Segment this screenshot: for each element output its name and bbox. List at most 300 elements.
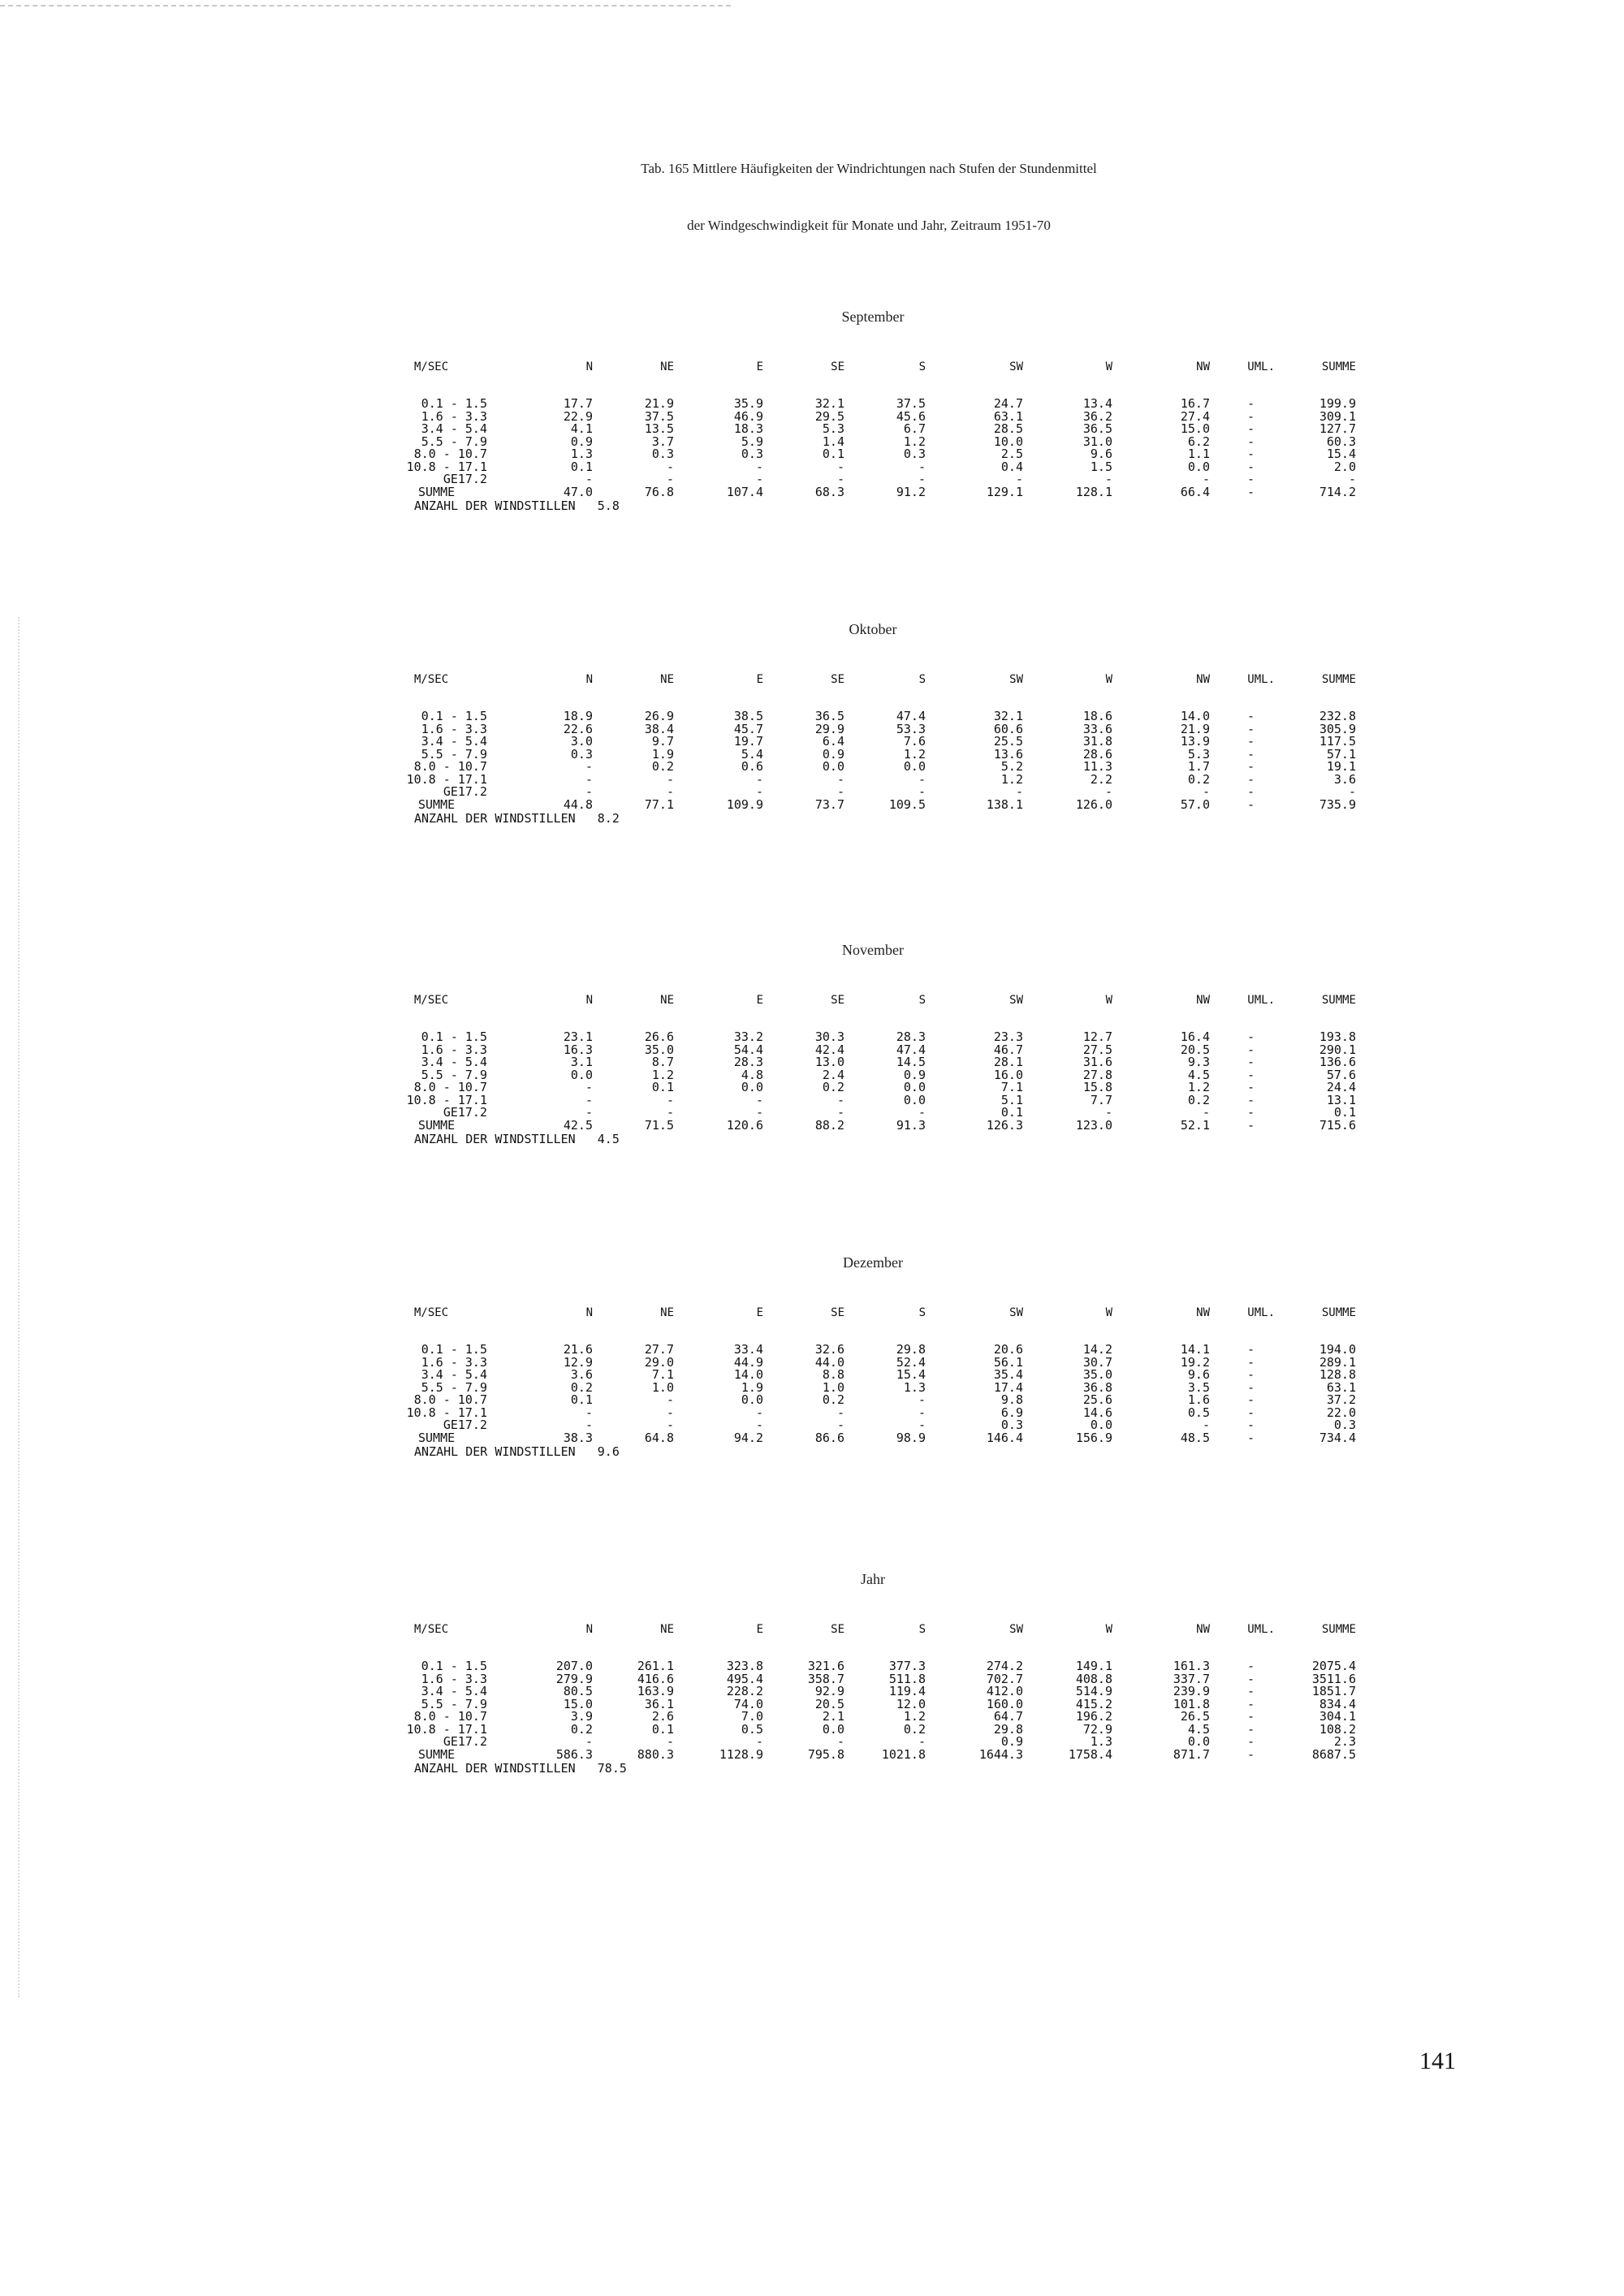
table-cell: -	[836, 1092, 844, 1107]
table-cell: 0.1	[1333, 1105, 1356, 1120]
column-header: SW	[1009, 360, 1023, 373]
table-cell: 0.0	[903, 1080, 926, 1094]
table-cell: 207.0	[555, 1659, 593, 1673]
table-cell: -	[918, 1734, 926, 1749]
table-cell: 77.1	[644, 796, 674, 812]
table-cell: 0.2	[1187, 771, 1210, 787]
table-cell: 63.1	[1326, 1379, 1356, 1395]
table-cell: 321.6	[807, 1659, 844, 1673]
table-cell: 0.0	[1187, 1734, 1210, 1749]
table-cell: 30.7	[1082, 1354, 1112, 1370]
table-cell: -	[585, 472, 593, 486]
table-cell: 12.0	[896, 1696, 926, 1711]
table-cell: 6.2	[1187, 434, 1210, 449]
table-cell: 57.6	[1326, 1067, 1356, 1082]
table-cell: 31.0	[1082, 434, 1112, 449]
table-cell: -	[666, 1734, 674, 1749]
column-header: W	[1105, 1306, 1112, 1319]
table-cell: 358.7	[807, 1671, 844, 1686]
month-heading: November	[842, 942, 904, 958]
table-cell: -	[1104, 1105, 1112, 1120]
column-header: SUMME	[1321, 1623, 1356, 1636]
table-cell: 7.7	[1090, 1092, 1112, 1107]
table-cell: 7.0	[741, 1709, 763, 1724]
table-cell: 880.3	[637, 1746, 674, 1762]
table-cell: 37.5	[644, 408, 674, 424]
table-cell: 1.2	[651, 1067, 674, 1082]
table-cell: 2.3	[1333, 1734, 1356, 1749]
table-cell: 26.9	[644, 709, 674, 723]
table-cell: 19.2	[1180, 1354, 1210, 1370]
data-rows	[390, 1031, 1356, 1132]
column-headers	[390, 994, 1356, 1012]
table-cell: 3.0	[570, 734, 593, 749]
table-cell: 7.1	[651, 1367, 674, 1382]
table-row	[390, 1711, 1356, 1724]
table-row	[390, 436, 1356, 449]
table-cell: 22.9	[563, 408, 593, 424]
table-cell: -	[1246, 421, 1255, 436]
table-cell: 0.2	[651, 759, 674, 774]
table-cell: 274.2	[986, 1659, 1023, 1673]
table-cell: 14.1	[1180, 1342, 1210, 1357]
column-header: M/SEC	[414, 994, 449, 1007]
table-cell: 416.6	[637, 1671, 674, 1686]
table-cell: 1128.9	[719, 1746, 763, 1762]
speed-class-label: 1.6 - 3.3	[421, 1042, 487, 1057]
summe-row	[390, 486, 1356, 499]
table-cell: 120.6	[726, 1117, 763, 1133]
table-cell: 4.1	[570, 421, 593, 436]
table-cell: 0.6	[741, 759, 763, 774]
speed-class-label: SUMME	[418, 1117, 456, 1133]
table-cell: 199.9	[1319, 396, 1356, 411]
table-cell: 1644.3	[978, 1746, 1023, 1762]
table-cell: 47.4	[896, 1042, 926, 1057]
table-cell: -	[1246, 1746, 1255, 1762]
table-cell: 714.2	[1319, 484, 1356, 499]
table-cell: 13.0	[814, 1055, 844, 1069]
table-cell: -	[1246, 1734, 1255, 1749]
column-headers	[390, 1623, 1356, 1641]
table-cell: -	[755, 1092, 763, 1107]
column-header: NE	[660, 673, 674, 686]
table-cell: 46.7	[993, 1042, 1023, 1057]
table-cell: 4.8	[741, 1067, 763, 1082]
table-cell: 3.6	[570, 1367, 593, 1382]
column-header: SUMME	[1321, 673, 1356, 686]
table-cell: 3.9	[570, 1709, 593, 1724]
column-header: M/SEC	[414, 360, 449, 373]
speed-class-label: 5.5 - 7.9	[421, 746, 487, 762]
table-cell: 0.1	[651, 1721, 674, 1737]
table-cell: 8687.5	[1311, 1746, 1356, 1762]
table-caption-line-1: Tab. 165 Mittlere Häufigkeiten der Windrichtungen nach Stufen der Stundenmittel	[641, 161, 1097, 176]
column-header: NW	[1196, 1623, 1210, 1636]
table-cell: 1.2	[903, 1709, 926, 1724]
column-header: S	[918, 1623, 926, 1636]
table-row	[390, 746, 1356, 762]
table-row	[390, 1698, 1356, 1711]
table-cell: 36.5	[1082, 421, 1112, 436]
table-cell: 27.7	[644, 1342, 674, 1357]
table-cell: 0.3	[1333, 1418, 1356, 1432]
table-cell: -	[1246, 1367, 1255, 1382]
table-cell: -	[1246, 709, 1255, 723]
speed-class-label: 0.1 - 1.5	[421, 709, 487, 723]
table-cell: 0.2	[570, 1379, 593, 1395]
speed-class-label: GE17.2	[443, 1418, 487, 1432]
table-cell: 64.8	[644, 1430, 674, 1445]
table-cell: 20.5	[814, 1696, 844, 1711]
table-cell: -	[1246, 721, 1255, 736]
table-cell: -	[1202, 1105, 1210, 1120]
table-cell: 138.1	[986, 796, 1023, 812]
table-cell: 47.4	[896, 709, 926, 723]
table-row	[390, 1081, 1356, 1094]
table-cell: 14.0	[733, 1367, 763, 1382]
table-cell: 38.5	[733, 709, 763, 723]
table-cell: 0.0	[570, 1067, 593, 1082]
table-cell: 1758.4	[1068, 1746, 1112, 1762]
table-cell: 289.1	[1319, 1354, 1356, 1370]
table-cell: 8.8	[822, 1367, 844, 1382]
table-cell: 31.8	[1082, 734, 1112, 749]
table-cell: 44.8	[563, 796, 593, 812]
speed-class-label: 1.6 - 3.3	[421, 1671, 487, 1686]
table-cell: -	[1246, 1659, 1255, 1673]
table-cell: -	[1246, 484, 1255, 499]
column-header: NE	[660, 994, 674, 1007]
table-cell: 2.5	[1000, 447, 1023, 461]
table-cell: 27.5	[1082, 1042, 1112, 1057]
column-header: NW	[1196, 360, 1210, 373]
speed-class-label: 8.0 - 10.7	[413, 1080, 487, 1094]
table-row	[390, 710, 1356, 723]
table-cell: 38.4	[644, 721, 674, 736]
table-cell: 94.2	[733, 1430, 763, 1445]
table-cell: 871.7	[1173, 1746, 1210, 1762]
table-cell: -	[1246, 1042, 1255, 1057]
table-cell: 9.6	[1090, 447, 1112, 461]
table-cell: 44.9	[733, 1354, 763, 1370]
table-cell: 98.9	[896, 1430, 926, 1445]
table-cell: -	[1246, 1029, 1255, 1044]
column-header: M/SEC	[414, 673, 449, 686]
table-cell: 73.7	[814, 796, 844, 812]
table-cell: 9.3	[1187, 1055, 1210, 1069]
table-cell: 46.9	[733, 408, 763, 424]
table-cell: 16.0	[993, 1067, 1023, 1082]
column-header: SW	[1009, 994, 1023, 1007]
table-cell: 6.4	[822, 734, 844, 749]
table-cell: -	[1246, 1684, 1255, 1698]
table-cell: -	[585, 771, 593, 787]
table-cell: 36.8	[1082, 1379, 1112, 1395]
table-cell: 1.2	[1000, 771, 1023, 787]
table-cell: 1.6	[1187, 1392, 1210, 1407]
table-cell: 161.3	[1173, 1659, 1210, 1673]
table-cell: 20.6	[993, 1342, 1023, 1357]
table-cell: -	[1246, 784, 1255, 799]
table-cell: -	[836, 771, 844, 787]
table-cell: 1.0	[822, 1379, 844, 1395]
table-cell: 586.3	[555, 1746, 593, 1762]
windstill-count: ANZAHL DER WINDSTILLEN 4.5	[414, 1132, 620, 1146]
table-cell: -	[755, 1734, 763, 1749]
table-cell: 1851.7	[1311, 1684, 1356, 1698]
table-cell: 117.5	[1319, 734, 1356, 749]
table-cell: -	[918, 1405, 926, 1420]
speed-class-label: 1.6 - 3.3	[421, 408, 487, 424]
column-header: M/SEC	[414, 1306, 449, 1319]
table-cell: -	[1104, 472, 1112, 486]
table-cell: 72.9	[1082, 1721, 1112, 1737]
column-header: UML.	[1247, 360, 1275, 373]
table-cell: 13.4	[1082, 396, 1112, 411]
table-row	[390, 1044, 1356, 1057]
table-row	[390, 1031, 1356, 1044]
table-cell: 0.3	[741, 447, 763, 461]
table-cell: -	[1246, 1080, 1255, 1094]
table-cell: 53.3	[896, 721, 926, 736]
table-cell: 66.4	[1180, 484, 1210, 499]
table-cell: -	[1202, 472, 1210, 486]
table-cell: -	[585, 1092, 593, 1107]
table-cell: -	[1104, 784, 1112, 799]
speed-class-label: 5.5 - 7.9	[421, 434, 487, 449]
table-section-dezember	[390, 1254, 1356, 1465]
table-cell: 0.1	[570, 1392, 593, 1407]
table-cell: 1.3	[570, 447, 593, 461]
column-header: NW	[1196, 994, 1210, 1007]
table-cell: 28.3	[896, 1029, 926, 1044]
table-cell: 3.7	[651, 434, 674, 449]
table-cell: -	[755, 784, 763, 799]
column-header: N	[585, 1306, 593, 1319]
table-cell: -	[918, 1418, 926, 1432]
table-cell: -	[1246, 746, 1255, 762]
table-cell: 30.3	[814, 1029, 844, 1044]
column-header: S	[918, 360, 926, 373]
table-cell: 715.6	[1319, 1117, 1356, 1133]
table-cell: 1.3	[903, 1379, 926, 1395]
table-cell: 0.0	[1090, 1418, 1112, 1432]
speed-class-label: 0.1 - 1.5	[421, 1342, 487, 1357]
table-cell: -	[1202, 784, 1210, 799]
table-cell: 0.3	[1000, 1418, 1023, 1432]
speed-class-label: SUMME	[418, 1746, 456, 1762]
table-cell: -	[1246, 1405, 1255, 1420]
speed-class-label: 10.8 - 17.1	[406, 771, 487, 787]
table-cell: -	[1246, 408, 1255, 424]
table-cell: -	[1246, 1430, 1255, 1445]
table-cell: 48.5	[1180, 1430, 1210, 1445]
table-cell: 0.2	[903, 1721, 926, 1737]
table-cell: -	[1246, 1092, 1255, 1107]
data-rows	[390, 710, 1356, 811]
table-cell: 29.8	[993, 1721, 1023, 1737]
column-header: E	[756, 1623, 763, 1636]
table-cell: 193.8	[1319, 1029, 1356, 1044]
speed-class-label: 10.8 - 17.1	[406, 1721, 487, 1737]
column-header: N	[585, 994, 593, 1007]
table-cell: 18.9	[563, 709, 593, 723]
table-cell: 2.4	[822, 1067, 844, 1082]
table-cell: 57.1	[1326, 746, 1356, 762]
table-cell: -	[666, 1092, 674, 1107]
table-cell: -	[836, 1105, 844, 1120]
table-cell: 1.2	[1187, 1080, 1210, 1094]
table-cell: 9.6	[1187, 1367, 1210, 1382]
table-cell: 25.6	[1082, 1392, 1112, 1407]
table-cell: 12.9	[563, 1354, 593, 1370]
table-cell: 47.0	[563, 484, 593, 499]
column-header: E	[756, 1306, 763, 1319]
table-cell: 5.1	[1000, 1092, 1023, 1107]
table-cell: -	[836, 459, 844, 474]
table-cell: 86.6	[814, 1430, 844, 1445]
data-rows	[390, 398, 1356, 498]
table-cell: 45.6	[896, 408, 926, 424]
table-cell: 146.4	[986, 1430, 1023, 1445]
table-cell: 15.0	[563, 1696, 593, 1711]
table-row	[390, 761, 1356, 774]
table-cell: 101.8	[1173, 1696, 1210, 1711]
table-cell: 38.3	[563, 1430, 593, 1445]
column-header: N	[585, 1623, 593, 1636]
summe-row	[390, 796, 1356, 812]
table-cell: 18.6	[1082, 709, 1112, 723]
table-cell: -	[1246, 1067, 1255, 1082]
table-cell: 5.4	[741, 746, 763, 762]
table-cell: -	[1246, 396, 1255, 411]
speed-class-label: 10.8 - 17.1	[406, 459, 487, 474]
table-row	[390, 398, 1356, 411]
speed-class-label: 3.4 - 5.4	[421, 421, 487, 436]
table-cell: -	[1246, 434, 1255, 449]
speed-class-label: 10.8 - 17.1	[406, 1092, 487, 1107]
table-cell: -	[1246, 796, 1255, 812]
table-cell: 0.9	[822, 746, 844, 762]
speed-class-label: 3.4 - 5.4	[421, 1367, 487, 1382]
month-heading: September	[841, 309, 905, 325]
table-cell: 5.9	[741, 434, 763, 449]
table-cell: 0.2	[822, 1080, 844, 1094]
column-header: UML.	[1247, 1623, 1275, 1636]
table-row	[390, 1069, 1356, 1082]
table-cell: 28.6	[1082, 746, 1112, 762]
table-cell: 309.1	[1319, 408, 1356, 424]
table-cell: 36.5	[814, 709, 844, 723]
table-cell: 0.1	[570, 459, 593, 474]
table-caption-line-2: der Windgeschwindigkeit für Monate und Jahr, Zeitraum 1951-70	[687, 218, 1051, 233]
table-cell: 13.6	[993, 746, 1023, 762]
table-cell: 33.4	[733, 1342, 763, 1357]
table-cell: 156.9	[1075, 1430, 1112, 1445]
table-cell: 7.1	[1000, 1080, 1023, 1094]
table-cell: -	[585, 1105, 593, 1120]
table-cell: 304.1	[1319, 1709, 1356, 1724]
column-header: S	[918, 994, 926, 1007]
table-section-jahr	[390, 1571, 1356, 1782]
table-cell: 1.2	[903, 434, 926, 449]
column-header: SUMME	[1321, 1306, 1356, 1319]
table-cell: -	[755, 459, 763, 474]
table-cell: 0.1	[822, 447, 844, 461]
table-cell: 1.5	[1090, 459, 1112, 474]
table-cell: 0.5	[741, 1721, 763, 1737]
table-cell: 0.4	[1000, 459, 1023, 474]
table-cell: -	[1246, 1671, 1255, 1686]
windstill-count: ANZAHL DER WINDSTILLEN 5.8	[414, 498, 620, 513]
table-cell: 76.8	[644, 484, 674, 499]
table-cell: 228.2	[726, 1684, 763, 1698]
table-row	[390, 1407, 1356, 1420]
table-cell: 3.5	[1187, 1379, 1210, 1395]
table-cell: 514.9	[1075, 1684, 1112, 1698]
table-cell: 109.9	[726, 796, 763, 812]
speed-class-label: 0.1 - 1.5	[421, 1029, 487, 1044]
table-cell: 279.9	[555, 1671, 593, 1686]
month-heading: Oktober	[849, 621, 897, 637]
table-cell: 107.4	[726, 484, 763, 499]
table-cell: 45.7	[733, 721, 763, 736]
table-cell: 35.0	[1082, 1367, 1112, 1382]
table-cell: 1.9	[741, 1379, 763, 1395]
table-cell: 17.7	[563, 396, 593, 411]
table-cell: 1.3	[1090, 1734, 1112, 1749]
speed-class-label: 5.5 - 7.9	[421, 1067, 487, 1082]
table-cell: 21.9	[644, 396, 674, 411]
table-cell: -	[585, 1405, 593, 1420]
table-cell: 305.9	[1319, 721, 1356, 736]
table-cell: -	[666, 459, 674, 474]
table-cell: 128.1	[1075, 484, 1112, 499]
column-header: W	[1105, 673, 1112, 686]
table-cell: -	[666, 1405, 674, 1420]
column-header: NE	[660, 360, 674, 373]
summe-row	[390, 1117, 1356, 1133]
table-cell: 29.5	[814, 408, 844, 424]
table-row	[390, 1056, 1356, 1069]
table-cell: -	[1348, 784, 1356, 799]
table-cell: 11.3	[1082, 759, 1112, 774]
table-cell: -	[1246, 459, 1255, 474]
table-cell: 495.4	[726, 1671, 763, 1686]
table-cell: 337.7	[1173, 1671, 1210, 1686]
speed-class-label: GE17.2	[443, 472, 487, 486]
table-row	[390, 423, 1356, 436]
table-cell: -	[1015, 472, 1023, 486]
speed-class-label: 0.1 - 1.5	[421, 1659, 487, 1673]
table-cell: 35.9	[733, 396, 763, 411]
table-cell: 17.4	[993, 1379, 1023, 1395]
table-cell: 28.3	[733, 1055, 763, 1069]
table-row	[390, 771, 1356, 787]
table-row	[390, 1673, 1356, 1686]
table-cell: 3.6	[1333, 771, 1356, 787]
column-header: SE	[831, 994, 844, 1007]
table-cell: 734.4	[1319, 1430, 1356, 1445]
table-cell: 63.1	[993, 408, 1023, 424]
table-cell: 1.0	[651, 1379, 674, 1395]
table-cell: 42.4	[814, 1042, 844, 1057]
speed-class-label: 3.4 - 5.4	[421, 734, 487, 749]
table-cell: 14.2	[1082, 1342, 1112, 1357]
table-cell: 163.9	[637, 1684, 674, 1698]
table-cell: 20.5	[1180, 1042, 1210, 1057]
